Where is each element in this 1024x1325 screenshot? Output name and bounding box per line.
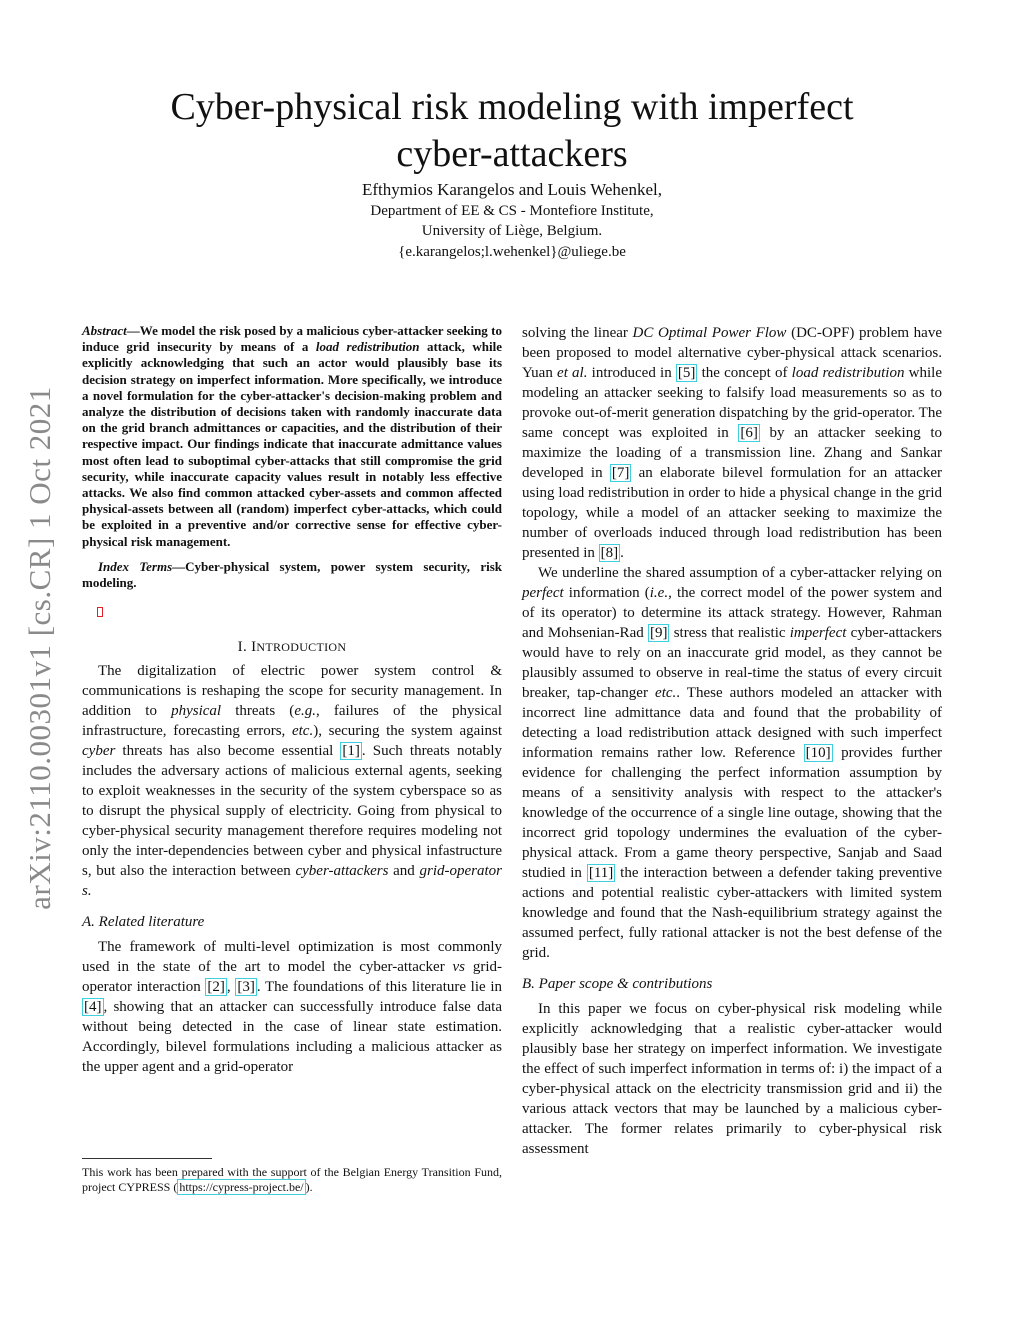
- subsection-heading-paper-scope: B. Paper scope & contributions: [522, 976, 713, 992]
- related-literature-paragraph: [82, 937, 502, 1077]
- intro-s: s.: [82, 883, 92, 900]
- right-paragraph-3: In this paper we focus on cyber-physical risk modeling while explicitly acknowledging that a realistic cyber-attacker would plausibly base her strategy on imperfect information. We investigate the effect of such imperfect information in terms of: i) the impact of a cyber-physical attack on the electricity transmission grid and ii) the various attack vectors that may be launched by a malicious cyber-attacker. The former relates primarily to cyber-physical risk assessment: [522, 1001, 942, 1157]
- rel-text-e: , showing that an attacker can successfully introduce false data without being detected in the case of linear state estimation. Accordingly, bilevel formulations including a malicious attacker as the upper agent and a grid-operator: [82, 999, 502, 1076]
- title-line-2: cyber-attackers: [396, 133, 628, 175]
- citation-link[interactable]: [4]: [84, 999, 102, 1016]
- arxiv-id: arXiv:2110.00301v1 [cs.CR] 1 Oct 2021: [22, 386, 57, 910]
- affiliation-department: Department of EE & CS - Montefiore Institute,: [370, 203, 654, 219]
- abstract-term: load redistribution: [315, 339, 420, 355]
- r1-text-g: an elaborate bilevel formulation for an attacker using load redistribution in order to hide a physical change in the grid topology, while a model of an attacker seeking to maximize the number of overloads induced through load redistribution has been presented in: [522, 465, 942, 561]
- r2-text-c: , the correct model of the power system and of its operator) to determine its attack strategy. However, Rahman and Mohsenian-Rad: [522, 585, 942, 641]
- right-paragraph-1: [522, 323, 942, 563]
- citation-link[interactable]: [3]: [237, 979, 255, 996]
- abstract-text-1: We model the risk posed by a malicious cyber-attacker seeking to induce grid insecurity by means of a: [82, 323, 502, 355]
- r2-perfect: perfect: [522, 585, 564, 601]
- intro-text-f: . Such threats notably includes the adversary actions of malicious external agents, seeking to exploit weaknesses in the security of the system cyberspace so as to disrupt the physical supply of electricity. Going from physical to cyber-physical security management therefore requires modeling not only the inter-dependencies between cyber and physical infastructure s, but also the interaction between: [82, 743, 502, 880]
- footnote-text: [82, 1165, 502, 1195]
- intro-cyber: cyber: [82, 743, 116, 760]
- right-column: [522, 323, 942, 1159]
- rel-text-d: . The foundations of this literature lie in: [256, 979, 502, 996]
- citation-link[interactable]: [6]: [740, 425, 758, 441]
- subsection-heading-related-literature: A. Related literature: [82, 914, 205, 931]
- index-terms-label: Index Terms: [98, 558, 173, 574]
- footnote: [82, 1158, 502, 1195]
- intro-and: and: [388, 863, 420, 880]
- section-title-rest: NTRODUCTION: [256, 640, 347, 655]
- r1-etal: et al.: [557, 365, 588, 381]
- r2-imperfect: imperfect: [789, 625, 847, 641]
- r1-load-redistribution: load redistribution: [791, 365, 905, 381]
- citation-link[interactable]: [10]: [805, 745, 831, 761]
- right-paragraph-2: [522, 563, 942, 963]
- author-emails: {e.karangelos;l.wehenkel}@uliege.be: [398, 244, 626, 260]
- section-numeral: I.: [237, 639, 252, 656]
- citation-link[interactable]: [2]: [207, 979, 225, 996]
- section-heading-introduction: [82, 637, 502, 657]
- intro-text-a: The digitalization of electric power system control & communications is reshaping the scope for security management. In addition to: [82, 663, 502, 720]
- r2-text-d: stress that realistic: [669, 625, 790, 641]
- rel-text-a: The framework of multi-level optimization is most commonly used in the state of the art to model the cyber-attacker: [82, 939, 502, 976]
- r1-dcopf: DC Optimal Power Flow: [632, 325, 787, 341]
- citation-link[interactable]: [9]: [649, 625, 668, 641]
- intro-physical: physical: [171, 703, 222, 720]
- r1-text-a: solving the linear: [522, 325, 633, 341]
- affiliation-university: University of Liège, Belgium.: [421, 223, 603, 239]
- citation-link[interactable]: [5]: [677, 365, 696, 381]
- r1-text-h: .: [620, 545, 624, 561]
- footnote-url-link[interactable]: https://cypress-project.be/: [179, 1180, 304, 1194]
- title-line-1: Cyber-physical risk modeling with imperfect: [170, 86, 854, 128]
- intro-cyber-attackers: cyber-attackers: [295, 863, 389, 880]
- intro-text-c: , failures of the physical infrastructure, forecasting errors,: [82, 703, 503, 740]
- rel-text-b: grid-operator interaction: [82, 959, 502, 996]
- abstract-text-2: attack, while explicitly acknowledging that such an actor would plausibly base its decision strategy on imperfect information. More specifically, we introduce a novel formulation for the cyber-attacker's decision-making problem and analyze the distribution of decisions taken with randomly inaccurate data on the grid branch admittances or capacities, and the distribution of their respective impact. Our findings indicate that inaccurate admittance values most often lead to suboptimal cyber-attacks that still compromise the grid security, while inaccurate capacity values result in notably less effective attacks. We also find common attacked cyber-assets and common affected physical-assets between all (random) imperfect cyber-attacks, which could be exploited in a preventive and/or corrective sense for effective cyber-physical risk management.: [82, 339, 502, 549]
- index-terms: [82, 559, 502, 591]
- r1-text-f: by an attacker seeking to maximize the loading of a transmission line. Zhang and Sankar developed in: [522, 425, 943, 481]
- footnote-rule: [82, 1158, 212, 1159]
- r2-text-b: information (: [563, 585, 650, 601]
- section-first-letter: I: [251, 639, 257, 656]
- footnote-body: This work has been prepared with the support of the Belgian Energy Transition Fund, project CYPRESS (: [82, 1165, 502, 1194]
- r2-ie: i.e.: [649, 585, 669, 601]
- annotation-marker: [97, 607, 103, 617]
- r2-text-e: cyber-attackers would have to rely on an inaccurate grid model, as they cannot be plausibly assumed to observe in real-time the status of every circuit breaker, tap-changer: [522, 625, 942, 701]
- intro-paragraph: [82, 661, 502, 901]
- intro-etc: etc.: [291, 723, 314, 740]
- intro-text-d: ), securing the system against: [313, 723, 502, 740]
- abstract-dash: —: [126, 323, 140, 338]
- r1-text-d: the concept of: [697, 365, 792, 381]
- index-terms-text: Cyber-physical system, power system security, risk modeling.: [82, 558, 502, 591]
- citation-link[interactable]: [11]: [588, 865, 614, 881]
- r1-text-c: introduced in: [587, 365, 676, 381]
- r1-text-b: (DC-OPF) problem have been proposed to model alternative cyber-physical attack scenarios. Yuan: [522, 325, 942, 381]
- r2-text-f: . These authors modeled an attacker with incorrect line admittance data and found that the probability of detecting a load redistribution attack designed with such imperfect information remains rather low. Reference: [522, 685, 943, 761]
- citation-link[interactable]: [1]: [342, 743, 360, 760]
- citation-link[interactable]: [8]: [600, 545, 619, 561]
- left-column: [82, 323, 502, 1077]
- index-terms-dash: —: [172, 558, 186, 574]
- citation-link[interactable]: [7]: [611, 465, 630, 481]
- r2-text-g: provides further evidence for challenging the perfect information assumption by means of a sensitivity analysis with respect to the attacker's knowledge of the occurrence of a single line outage, showing that the incorrect grid topology undermines the evaluation of the cyber-physical attack. From a game theory perspective, Sanjab and Saad studied in: [522, 745, 943, 881]
- intro-grid-operator: grid-operator: [419, 863, 502, 880]
- authors: Efthymios Karangelos and Louis Wehenkel,: [362, 180, 662, 199]
- abstract-label: Abstract: [82, 323, 127, 338]
- r2-etc: etc.: [655, 685, 677, 701]
- r1-text-e: while modeling an attacker seeking to falsify load measurements so as to provoke out-of-merit generation dispatching by the grid-operator. The same concept was exploited in: [522, 365, 943, 441]
- intro-text-b: threats (: [221, 703, 295, 720]
- rel-vs: vs: [452, 959, 466, 976]
- r2-text-h: the interaction between a defender taking preventive actions and potential realistic cyber-attackers with limited system knowledge and found that the Nash-equilibrium strategy against the assumed perfect, fully rational attacker is not the best defense of the grid.: [522, 865, 942, 961]
- paper-title: [60, 84, 964, 178]
- footnote-close: ).: [305, 1180, 313, 1194]
- intro-text-e: threats has also become essential: [115, 743, 341, 760]
- r2-text-a: We underline the shared assumption of a cyber-attacker relying on: [538, 565, 942, 581]
- rel-text-c: ,: [226, 979, 236, 996]
- intro-eg: e.g.: [294, 703, 316, 720]
- abstract: [82, 323, 502, 550]
